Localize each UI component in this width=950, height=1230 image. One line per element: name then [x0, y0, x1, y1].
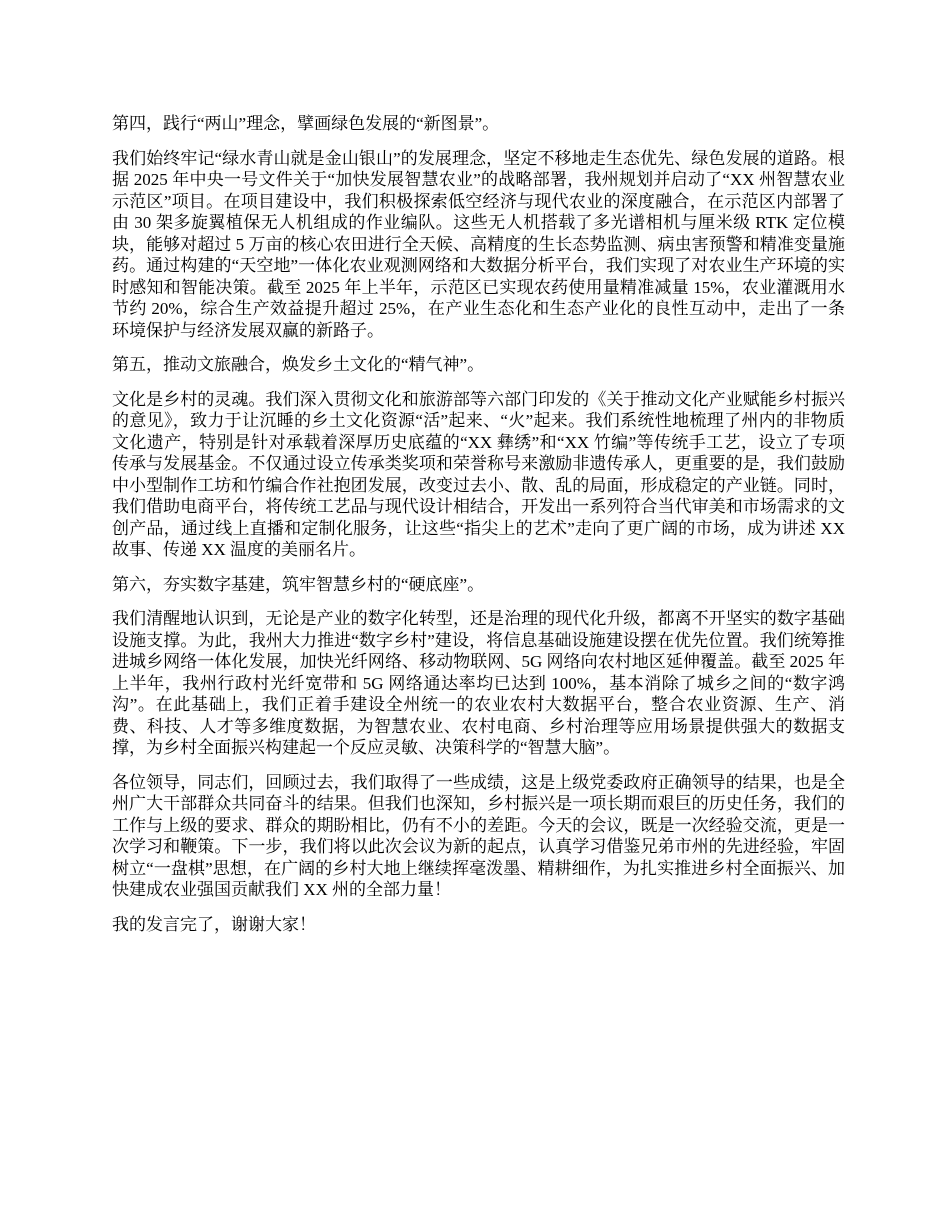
section-heading-four: 第四，践行“两山”理念，擘画绿色发展的“新图景”。: [112, 114, 500, 133]
section-heading-five: 第五，推动文旅融合，焕发乡土文化的“精气神”。: [112, 355, 485, 374]
paragraph-conclusion: 各位领导，同志们，回顾过去，我们取得了一些成绩，这是上级党委政府正确领导的结果，也是全州广大干部群众共同奋斗的结果。但我们也深知，乡村振兴是一项长期而艰巨的历史任务，我们的工作与上级的要求、群众的期盼相比，仍有不小的差距。今天的会议，既是一次经验交流，更是一次学习和鞭策。下一步，我们将以此次会议为新的起点，认真学习借鉴兄弟市州的先进经验，牢固树立“一盘棋”思想，在广阔的乡村大地上继续挥毫泼墨、精耕细作，为扎实推进乡村全面振兴、加快建成农业强国贡献我们 XX 州的全部力量！: [112, 772, 845, 899]
paragraph-closing-remark: 我的发言完了，谢谢大家！: [112, 914, 316, 934]
paragraph-green-development: 我们始终牢记“绿水青山就是金山银山”的发展理念，坚定不移地走生态优先、绿色发展的道路。根据 2025 年中央一号文件关于“加快发展智慧农业”的战略部署，我州规划并启动了“XX 州智慧农业示范区”项目。在项目建设中，我们积极探索低空经济与现代农业的深度融合，在示范区内部署了由 30 架多旋翼植保无人机组成的作业编队。这些无人机搭载了多光谱相机与厘米级 RTK 定位模块，能够对超过 5 万亩的核心农田进行全天候、高精度的生长态势监测、病虫害预警和精准变量施药。通过构建的“天空地”一体化农业观测网络和大数据分析平台，我们实现了对农业生产环境的实时感知和智能决策。截至 2025 年上半年，示范区已实现农药使用量精准减量 15%，农业灌溉用水节约 20%，综合生产效益提升超过 25%，在产业生态化和生态产业化的良性互动中，走出了一条环境保护与经济发展双赢的新路子。: [112, 148, 845, 340]
paragraph-culture-tourism: 文化是乡村的灵魂。我们深入贯彻文化和旅游部等六部门印发的《关于推动文化产业赋能乡村振兴的意见》，致力于让沉睡的乡土文化资源“活”起来、“火”起来。我们系统性地梳理了州内的非物质文化遗产，特别是针对承载着深厚历史底蕴的“XX 彝绣”和“XX 竹编”等传统手工艺，设立了专项传承与发展基金。不仅通过设立传承类奖项和荣誉称号来激励非遗传承人，更重要的是，我们鼓励中小型制作工坊和竹编合作社抱团发展，改变过去小、散、乱的局面，形成稳定的产业链。同时，我们借助电商平台，将传统工艺品与现代设计相结合，开发出一系列符合当代审美和市场需求的文创产品，通过线上直播和定制化服务，让这些“指尖上的艺术”走向了更广阔的市场，成为讲述 XX 故事、传递 XX 温度的美丽名片。: [112, 389, 845, 559]
paragraph-digital-infrastructure: 我们清醒地认识到，无论是产业的数字化转型，还是治理的现代化升级，都离不开坚实的数字基础设施支撑。为此，我州大力推进“数字乡村”建设，将信息基础设施建设摆在优先位置。我们统筹推进城乡网络一体化发展，加快光纤网络、移动物联网、5G 网络向农村地区延伸覆盖。截至 2025 年上半年，我州行政村光纤宽带和 5G 网络通达率均已达到 100%，基本消除了城乡之间的“数字鸿沟”。在此基础上，我们正着手建设全州统一的农业农村大数据平台，整合农业资源、生产、消费、科技、人才等多维度数据，为智慧农业、农村电商、乡村治理等应用场景提供强大的数据支撑，为乡村全面振兴构建起一个反应灵敏、决策科学的“智慧大脑”。: [112, 609, 845, 757]
section-heading-six: 第六，夯实数字基建，筑牢智慧乡村的“硬底座”。: [112, 574, 485, 594]
